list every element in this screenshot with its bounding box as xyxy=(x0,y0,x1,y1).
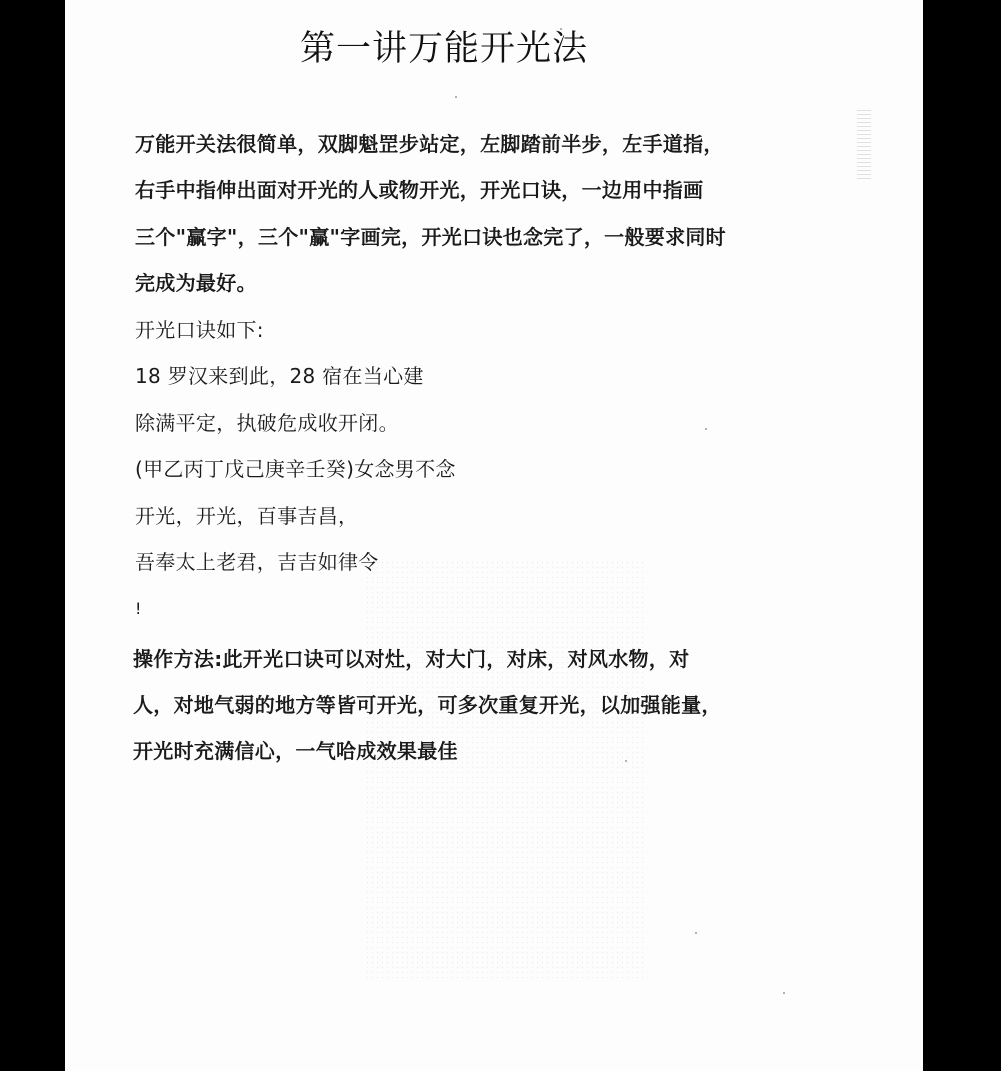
paragraph-line: 操作方法:此开光口诀可以对灶，对大门，对床，对风水物，对 xyxy=(133,647,690,671)
paragraph-line: 除满平定，执破危成收开闭。 xyxy=(135,411,399,435)
scan-speck xyxy=(705,428,707,430)
paragraph-line: 18 罗汉来到此，28 宿在当心建 xyxy=(135,364,424,388)
document-page xyxy=(65,0,923,1071)
paragraph-line: ! xyxy=(135,599,142,618)
paragraph-line: (甲乙丙丁戊己庚辛壬癸)女念男不念 xyxy=(135,457,456,481)
scan-noise xyxy=(365,560,645,980)
paragraph-line: 右手中指伸出面对开光的人或物开光，开光口诀，一边用中指画 xyxy=(135,178,704,202)
paragraph-line: 三个"赢字"，三个"赢"字画完，开光口诀也念完了，一般要求同时 xyxy=(135,225,726,249)
paragraph-line: 开光，开光，百事吉昌， xyxy=(135,504,359,528)
scan-speck xyxy=(625,760,627,762)
scan-speck xyxy=(455,96,457,98)
page-title: 第一讲万能开光法 xyxy=(300,29,589,69)
scan-artifact xyxy=(857,110,871,180)
scan-speck xyxy=(695,932,697,934)
paragraph-line: 人，对地气弱的地方等皆可开光，可多次重复开光，以加强能量， xyxy=(133,693,722,717)
paragraph-line: 完成为最好。 xyxy=(135,271,257,295)
paragraph-line: 开光口诀如下: xyxy=(135,318,264,342)
paragraph-line: 万能开关法很简单，双脚魁罡步站定，左脚踏前半步，左手道指， xyxy=(135,132,724,156)
paragraph-line: 开光时充满信心，一气哈成效果最佳 xyxy=(133,739,458,763)
scan-speck xyxy=(783,992,785,994)
paragraph-line: 吾奉太上老君，吉吉如律令 xyxy=(135,550,379,574)
